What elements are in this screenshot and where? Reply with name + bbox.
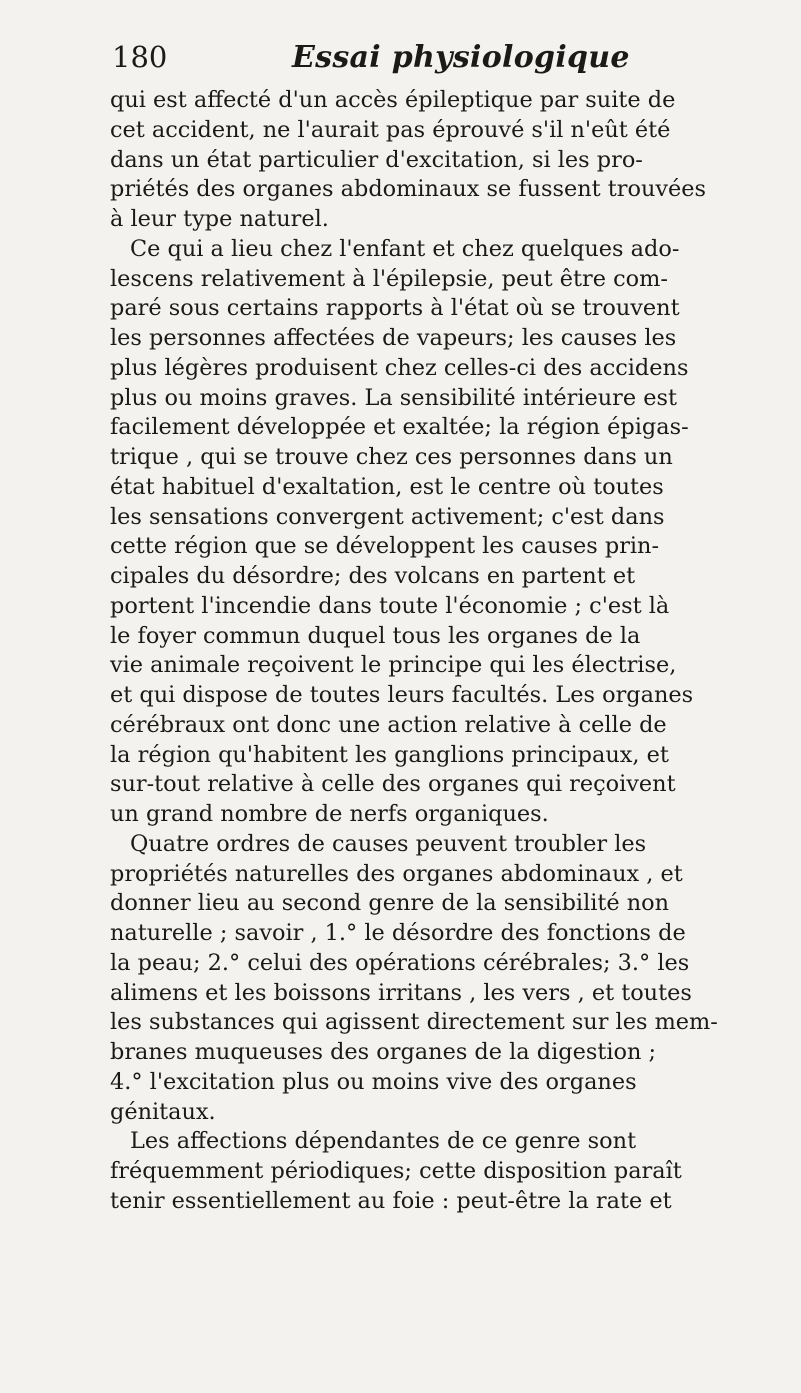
text-line: cet accident, ne l'aurait pas éprouvé s'il n'eût été xyxy=(110,116,671,143)
text-line: cérébraux ont donc une action relative à celle de xyxy=(110,711,667,738)
text-line: la région qu'habitent les ganglions principaux, et xyxy=(110,741,669,768)
text-line: Quatre ordres de causes peuvent troubler les xyxy=(130,830,647,857)
text-line: qui est affecté d'un accès épileptique par suite de xyxy=(110,87,676,113)
text-line: état habituel d'exaltation, est le centre où toutes xyxy=(110,473,664,500)
text-line: facilement développée et exaltée; la région épigas- xyxy=(110,414,689,441)
text-line: le foyer commun duquel tous les organes de la xyxy=(110,622,641,649)
text-line: Ce qui a lieu chez l'enfant et chez quelques ado- xyxy=(130,235,680,262)
text-line: dans un état particulier d'excitation, si les pro- xyxy=(110,146,643,173)
page-header xyxy=(0,40,801,86)
text-line: un grand nombre de nerfs organiques. xyxy=(110,801,549,827)
body-text xyxy=(110,86,722,1217)
text-line: les substances qui agissent directement sur les mem- xyxy=(110,1009,718,1036)
text-line: propriétés naturelles des organes abdominaux , et xyxy=(110,860,683,887)
text-line: sur-tout relative à celle des organes qui reçoivent xyxy=(110,771,676,798)
running-title: Essai physiologique xyxy=(292,40,630,75)
text-line: priétés des organes abdominaux se fussent trouvées xyxy=(110,176,707,203)
text-line: naturelle ; savoir , 1.° le désordre des fonctions de xyxy=(110,920,686,946)
text-line: branes muqueuses des organes de la digestion ; xyxy=(110,1039,657,1065)
text-line: 4.° l'excitation plus ou moins vive des organes xyxy=(110,1068,637,1095)
text-line: cipales du désordre; des volcans en partent et xyxy=(110,563,636,589)
text-line: les sensations convergent activement; c'est dans xyxy=(110,503,665,530)
text-line: trique , qui se trouve chez ces personnes dans un xyxy=(110,444,673,470)
text-line: paré sous certains rapports à l'état où se trouvent xyxy=(110,295,680,322)
text-line: fréquemment périodiques; cette disposition paraît xyxy=(110,1158,682,1184)
text-line: lescens relativement à l'épilepsie, peut être com- xyxy=(110,265,668,292)
text-line: donner lieu au second genre de la sensibilité non xyxy=(110,890,670,917)
text-line: génitaux. xyxy=(110,1098,216,1125)
text-line: tenir essentiellement au foie : peut-être la rate et xyxy=(110,1187,672,1214)
text-line: vie animale reçoivent le principe qui les électrise, xyxy=(110,652,677,679)
text-line: les personnes affectées de vapeurs; les causes les xyxy=(110,325,677,351)
text-line: plus légères produisent chez celles-ci des accidens xyxy=(110,354,689,381)
text-line: portent l'incendie dans toute l'économie ; c'est là xyxy=(110,592,670,619)
text-line: cette région que se développent les causes prin- xyxy=(110,533,660,560)
text-line: à leur type naturel. xyxy=(110,206,329,232)
page-number: 180 xyxy=(112,40,168,74)
text-line: plus ou moins graves. La sensibilité intérieure est xyxy=(110,384,677,411)
text-line: alimens et les boissons irritans , les vers , et toutes xyxy=(110,979,692,1006)
text-line: la peau; 2.° celui des opérations cérébrales; 3.° les xyxy=(110,949,690,976)
text-line: Les affections dépendantes de ce genre sont xyxy=(130,1128,637,1155)
text-line: et qui dispose de toutes leurs facultés. Les organes xyxy=(110,682,694,708)
